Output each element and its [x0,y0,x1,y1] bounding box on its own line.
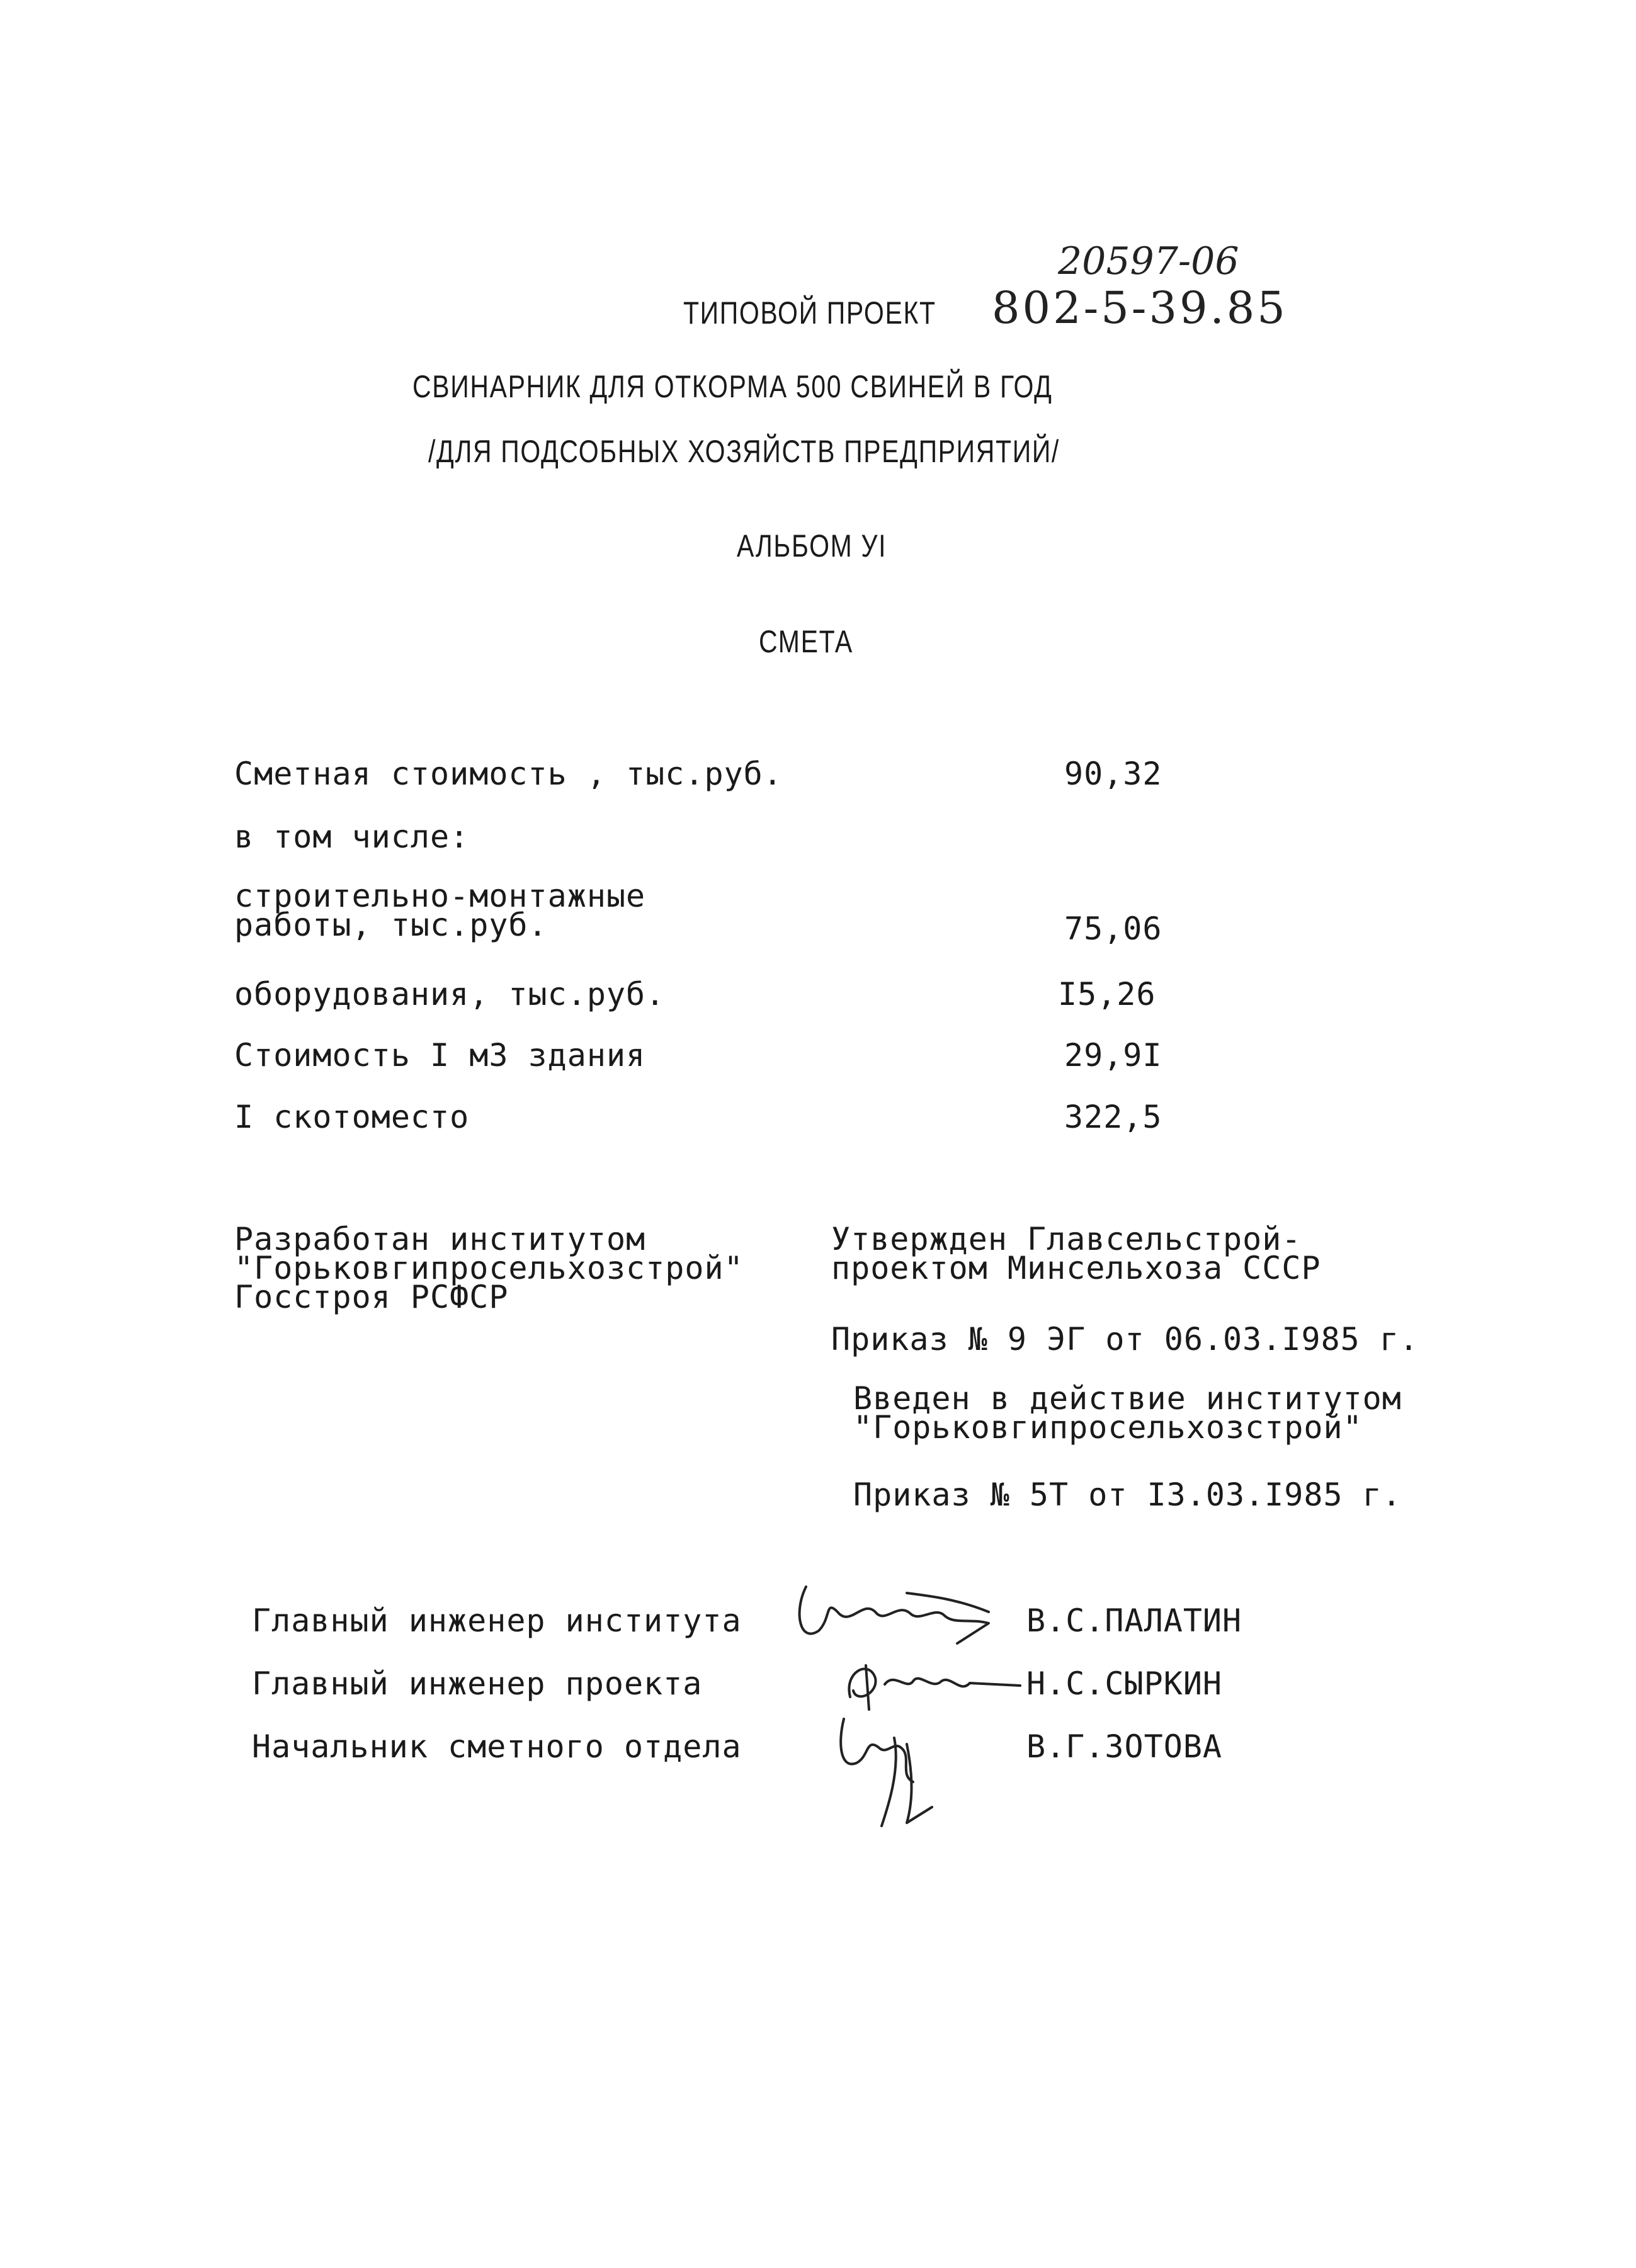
project-number: 802-5-39.85 [992,282,1288,334]
cost-label-including: в том числе: [234,819,470,855]
approval-order-2: Приказ № 5Т от I3.03.I985 г. [853,1477,1402,1513]
title-line-1: СВИНАРНИК ДЛЯ ОТКОРМА 500 СВИНЕЙ В ГОД [412,369,1053,404]
signatory-name-3: В.Г.ЗОТОВА [1026,1728,1223,1765]
signatory-name-2: Н.С.СЫРКИН [1026,1665,1223,1702]
cost-label-construction: строительно-монтажные работы, тыс.руб. [234,878,646,943]
cost-label-total: Сметная стоимость , тыс.руб. [234,756,783,792]
cost-label-per-m3: Стоимость I м3 здания [234,1037,646,1074]
section-label: СМЕТА [759,624,853,659]
cost-value-equipment: I5,26 [1058,976,1156,1012]
signatory-name-1: В.С.ПАЛАТИН [1026,1602,1242,1639]
enacted-by: Введен в действие институтом "Горьковгипросельхозстрой" [853,1380,1402,1446]
signature-3 [819,1700,970,1832]
approved-by: Утвержден Главсельстрой- проектом Минсельхоза СССР [831,1221,1321,1286]
cost-value-per-place: 322,5 [1064,1099,1162,1135]
cost-label-equipment: оборудования, тыс.руб. [234,976,666,1012]
inventory-number: 20597-06 [1058,239,1239,283]
signatory-role-3: Начальник сметного отдела [252,1728,742,1765]
project-label: ТИПОВОЙ ПРОЕКТ [683,295,936,331]
cost-value-per-m3: 29,9I [1064,1037,1162,1074]
title-line-2: /ДЛЯ ПОДСОБНЫХ ХОЗЯЙСТВ ПРЕДПРИЯТИЙ/ [428,434,1060,469]
approval-order-1: Приказ № 9 ЭГ от 06.03.I985 г. [831,1321,1419,1358]
developer-text: Разработан институтом "Горьковгипросельхозстрой" Госстроя РСФСР [234,1221,744,1315]
signatory-role-1: Главный инженер института [252,1602,742,1639]
signatory-role-2: Главный инженер проекта [252,1665,703,1702]
album-label: АЛЬБОМ УI [737,528,887,564]
cost-value-total: 90,32 [1064,756,1162,792]
cost-label-per-place: I скотоместо [234,1099,470,1135]
signature-1 [781,1574,1008,1650]
cost-value-construction: 75,06 [1064,910,1162,947]
